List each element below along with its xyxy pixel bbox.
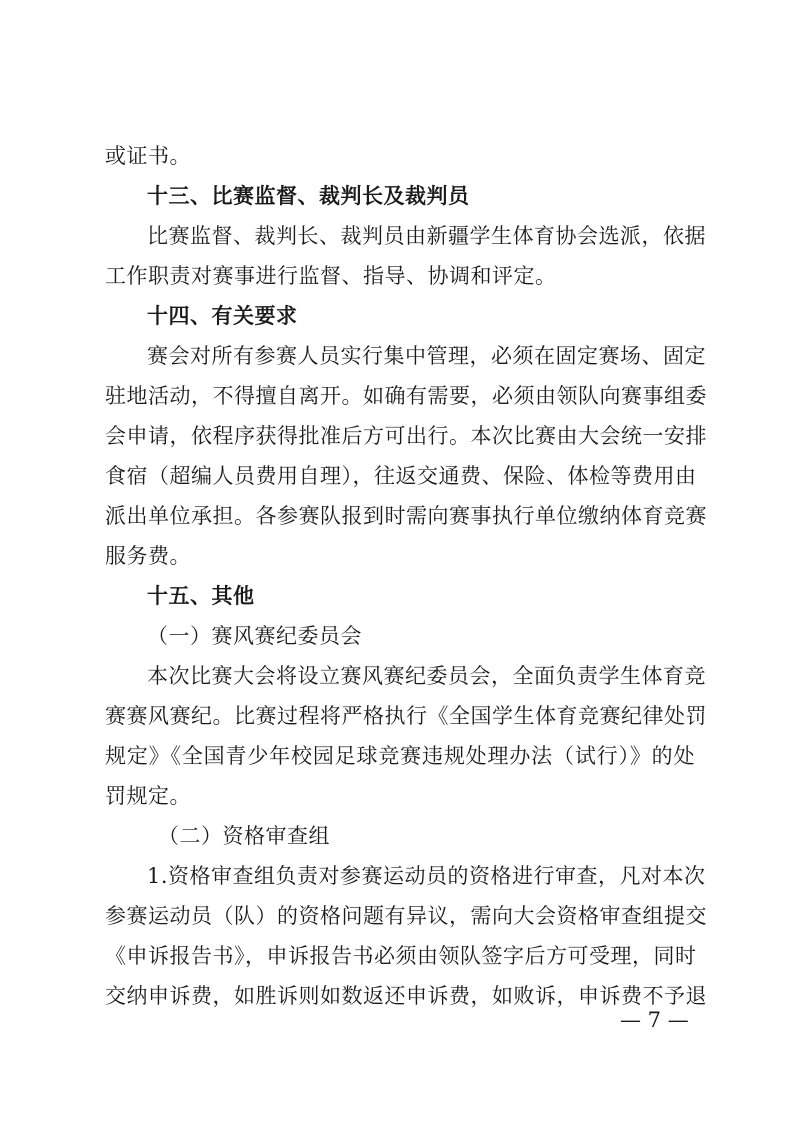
text-line: 1.资格审查组负责对参赛运动员的资格进行审查，凡对本次: [147, 864, 706, 888]
section-heading-14: 十四、有关要求: [147, 304, 298, 328]
text-line: 规定》《全国青少年校园足球竞赛违规处理办法（试行）》的处: [105, 744, 695, 768]
text-line: 比赛监督、裁判长、裁判员由新疆学生体育协会选派，依据: [147, 224, 706, 248]
text-line: 食宿（超编人员费用自理），往返交通费、保险、体检等费用由: [105, 464, 697, 488]
page-number: — 7 —: [620, 1008, 689, 1032]
text-line: 驻地活动，不得擅自离开。如确有需要，必须由领队向赛事组委: [105, 384, 707, 408]
text-line: 会申请，依程序获得批准后方可出行。本次比赛由大会统一安排: [105, 424, 707, 448]
section-heading-13: 十三、比赛监督、裁判长及裁判员: [147, 184, 470, 208]
text-line: 赛赛风赛纪。比赛过程将严格执行《全国学生体育竞赛纪律处罚: [105, 704, 707, 728]
subsection-heading-1: （一）赛风赛纪委员会: [147, 624, 362, 648]
text-line: 《申诉报告书》，申诉报告书必须由领队签字后方可受理，同时: [105, 944, 697, 968]
section-heading-15: 十五、其他: [147, 584, 255, 608]
text-line: 或证书。: [105, 144, 191, 168]
text-line: 派出单位承担。各参赛队报到时需向赛事执行单位缴纳体育竞赛: [105, 504, 707, 528]
text-line: 赛会对所有参赛人员实行集中管理，必须在固定赛场、固定: [147, 344, 706, 368]
text-line: 交纳申诉费，如胜诉则如数返还申诉费，如败诉，申诉费不予退: [105, 984, 707, 1008]
text-line: 服务费。: [105, 544, 191, 568]
text-line: 工作职责对赛事进行监督、指导、协调和评定。: [105, 264, 557, 288]
subsection-heading-2: （二）资格审查组: [158, 824, 330, 848]
text-line: 参赛运动员（队）的资格问题有异议，需向大会资格审查组提交: [105, 904, 707, 928]
text-line: 本次比赛大会将设立赛风赛纪委员会，全面负责学生体育竞: [147, 664, 706, 688]
text-line: 罚规定。: [105, 784, 191, 808]
